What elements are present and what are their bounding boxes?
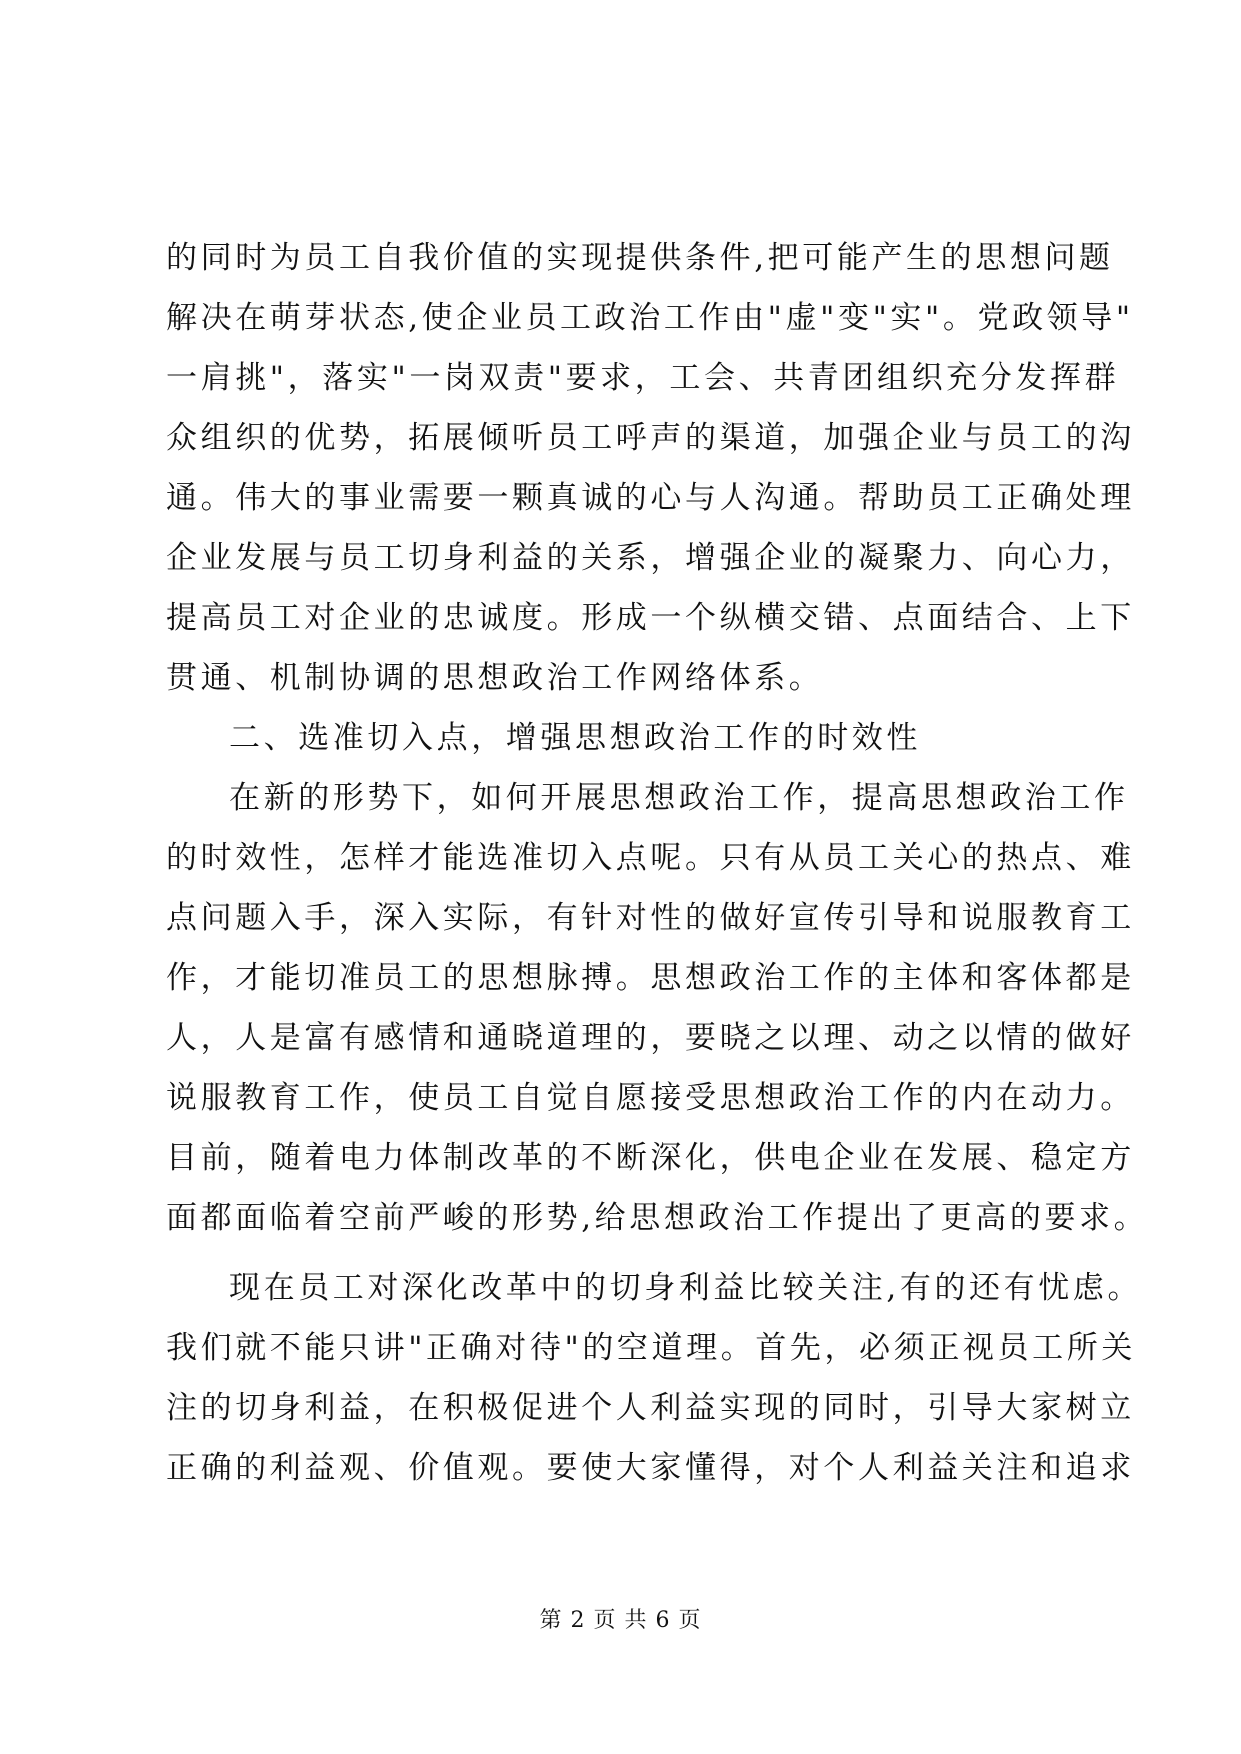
text-line: 说服教育工作，使员工自觉自愿接受思想政治工作的内在动力。 xyxy=(166,1080,1135,1116)
text-line: 作，才能切准员工的思想脉搏。思想政治工作的主体和客体都是 xyxy=(166,960,1135,996)
document-body xyxy=(166,228,1149,1498)
page-number: 第 2 页 共 6 页 xyxy=(539,1608,702,1633)
section-heading: 二、选准切入点，增强思想政治工作的时效性 xyxy=(229,720,921,756)
text-line: 企业发展与员工切身利益的关系，增强企业的凝聚力、向心力， xyxy=(166,540,1135,576)
text-line: 面都面临着空前严峻的形势,给思想政治工作提出了更高的要求。 xyxy=(166,1200,1149,1236)
text-line: 的时效性，怎样才能选准切入点呢。只有从员工关心的热点、难 xyxy=(166,840,1135,876)
text-line: 贯通、机制协调的思想政治工作网络体系。 xyxy=(166,660,824,696)
text-line: 在新的形势下，如何开展思想政治工作，提高思想政治工作 xyxy=(229,780,1129,816)
text-line: 我们就不能只讲"正确对待"的空道理。首先，必须正视员工所关 xyxy=(166,1330,1136,1366)
text-line: 众组织的优势，拓展倾听员工呼声的渠道，加强企业与员工的沟 xyxy=(166,420,1135,456)
text-line: 解决在萌芽状态,使企业员工政治工作由"虚"变"实"。党政领导" xyxy=(166,300,1134,336)
text-line: 的同时为员工自我价值的实现提供条件,把可能产生的思想问题 xyxy=(166,240,1114,276)
text-line: 点问题入手，深入实际，有针对性的做好宣传引导和说服教育工 xyxy=(166,900,1135,936)
text-line: 现在员工对深化改革中的切身利益比较关注,有的还有忧虑。 xyxy=(229,1270,1143,1306)
text-line: 提高员工对企业的忠诚度。形成一个纵横交错、点面结合、上下 xyxy=(166,600,1135,636)
text-line: 人，人是富有感情和通晓道理的，要晓之以理、动之以情的做好 xyxy=(166,1020,1135,1056)
text-line: 一肩挑"，落实"一岗双责"要求，工会、共青团组织充分发挥群 xyxy=(166,360,1120,396)
text-line: 正确的利益观、价值观。要使大家懂得，对个人利益关注和追求 xyxy=(166,1450,1135,1486)
text-line: 目前，随着电力体制改革的不断深化，供电企业在发展、稳定方 xyxy=(166,1140,1135,1176)
text-line: 注的切身利益，在积极促进个人利益实现的同时，引导大家树立 xyxy=(166,1390,1135,1426)
text-line: 通。伟大的事业需要一颗真诚的心与人沟通。帮助员工正确处理 xyxy=(166,480,1135,516)
